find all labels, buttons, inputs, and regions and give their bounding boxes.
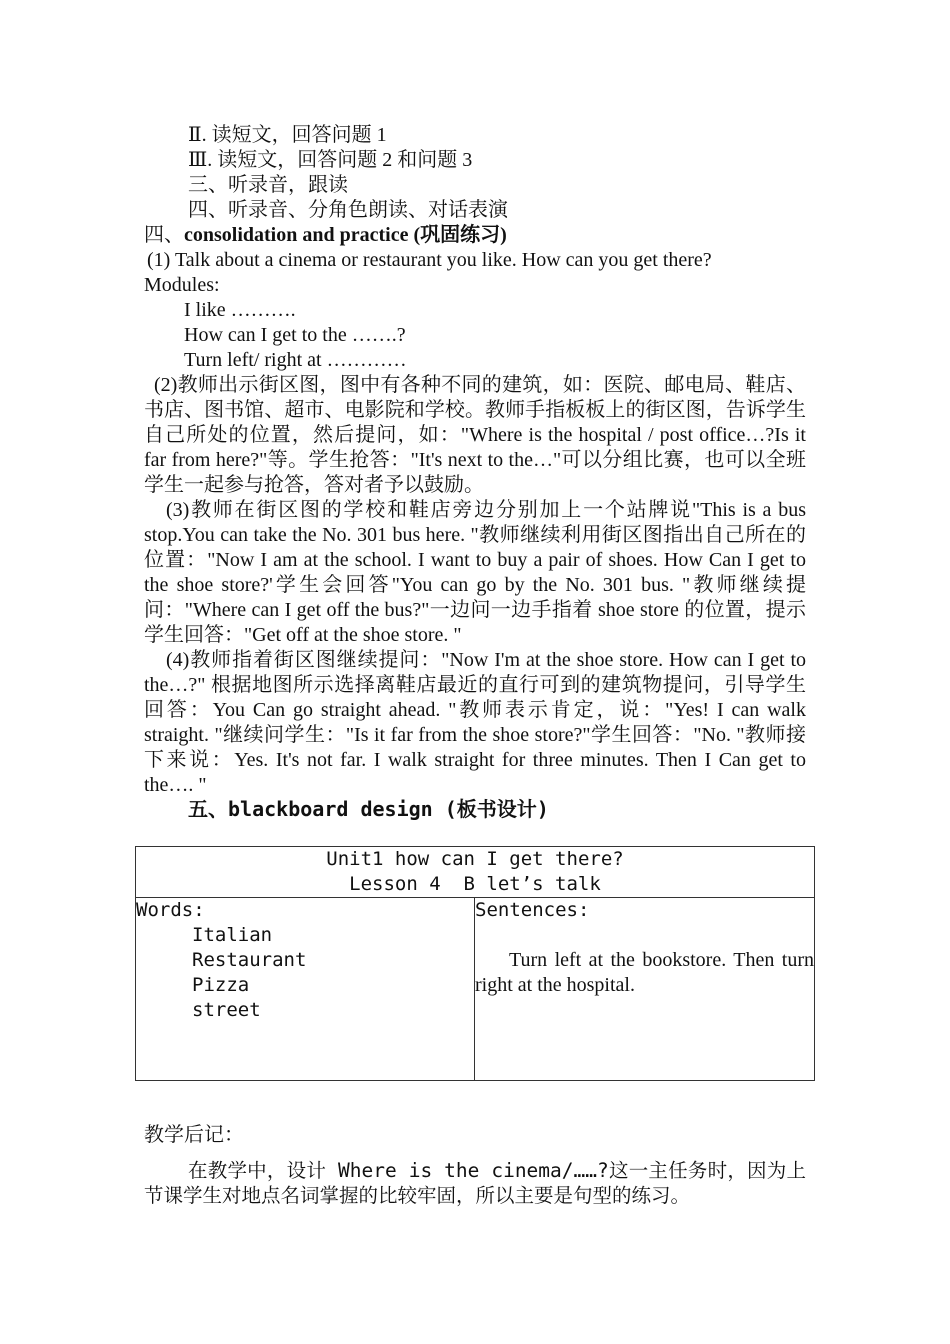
board-title-lesson: Lesson 4 B let’s talk — [349, 873, 601, 895]
step-read-2: Ⅲ. 读短文，回答问题 2 和问题 3 — [188, 149, 473, 171]
sentence-text: Turn left at the bookstore. Then turn right at the hospital. — [475, 949, 814, 996]
words-label: Words: — [136, 899, 205, 921]
practice-item-4: (4)教师指着街区图继续提问："Now I'm at the shoe store. How can I get to the…?" 根据地图所示选择离鞋店最近的直行可到的建筑物提问，引导学生回答：You Can go straight ahead. "教师表示肯定，说："Yes! I can walk straight. "继续问学生："Is it far from the shoe store?"学生回答："No. "教师接下来说：Yes. It's not far. I walk straight for three minutes. Then I Can get to the…. " — [144, 649, 806, 796]
module-line-2: How can I get to the …….? — [184, 324, 406, 346]
practice-item-3: (3)教师在街区图的学校和鞋店旁边分别加上一个站牌说"This is a bus stop.You can take the No. 301 bus here. "教师继续利用街区图指出自己所在的位置："Now I am at the school. I want to buy a pair of shoes. How Can I get to the shoe store?'学生会回答"You can go by the No. 301 bus. "教师继续提问："Where can I get off the bus?"一边问一边手指着 shoe store 的位置，提示学生回答："Get off at the shoe store. " — [144, 499, 806, 646]
teaching-notes-title: 教学后记： — [144, 1122, 244, 1146]
word-item: Restaurant — [192, 949, 307, 971]
board-title-unit: Unit1 how can I get there? — [326, 848, 624, 870]
practice-item-1: (1) Talk about a cinema or restaurant you like. How can you get there? — [147, 249, 712, 271]
board-sentences-cell — [475, 898, 815, 1081]
word-item: Pizza — [192, 974, 250, 996]
word-item: Italian — [192, 924, 273, 946]
section-4-heading — [144, 223, 507, 248]
modules-label: Modules: — [144, 274, 220, 296]
teaching-notes-body: 在教学中，设计 Where is the cinema/……?这一主任务时，因为上节课学生对地点名词掌握的比较牢固，所以主要是句型的练习。 — [144, 1159, 806, 1207]
module-line-1: I like ………. — [184, 299, 296, 321]
board-header — [136, 847, 815, 898]
section-4-prefix: 四、 — [144, 224, 184, 246]
step-role-play: 四、听录音、分角色朗读、对话表演 — [188, 199, 508, 221]
practice-item-2: (2)教师出示街区图，图中有各种不同的建筑，如：医院、邮电局、鞋店、书店、图书馆、超市、电影院和学校。教师手指板板上的街区图，告诉学生自己所处的位置，然后提问，如："Where is the hospital / post office…?Is it far from here?"等。学生抢答："It's next to the…"可以分组比赛，也可以全班学生一起参与抢答，答对者予以鼓励。 — [144, 374, 806, 496]
section-4-title: consolidation and practice (巩固练习) — [184, 224, 507, 246]
step-listen-repeat: 三、听录音，跟读 — [188, 174, 348, 196]
sentences-label: Sentences: — [475, 899, 590, 921]
step-read-1: Ⅱ. 读短文，回答问题 1 — [188, 124, 387, 146]
word-item: street — [192, 999, 261, 1021]
section-5-heading: 五、blackboard design (板书设计) — [188, 797, 549, 821]
blackboard-design-table — [135, 846, 815, 1081]
module-line-3: Turn left/ right at ………… — [184, 349, 407, 371]
board-words-cell — [136, 898, 475, 1081]
